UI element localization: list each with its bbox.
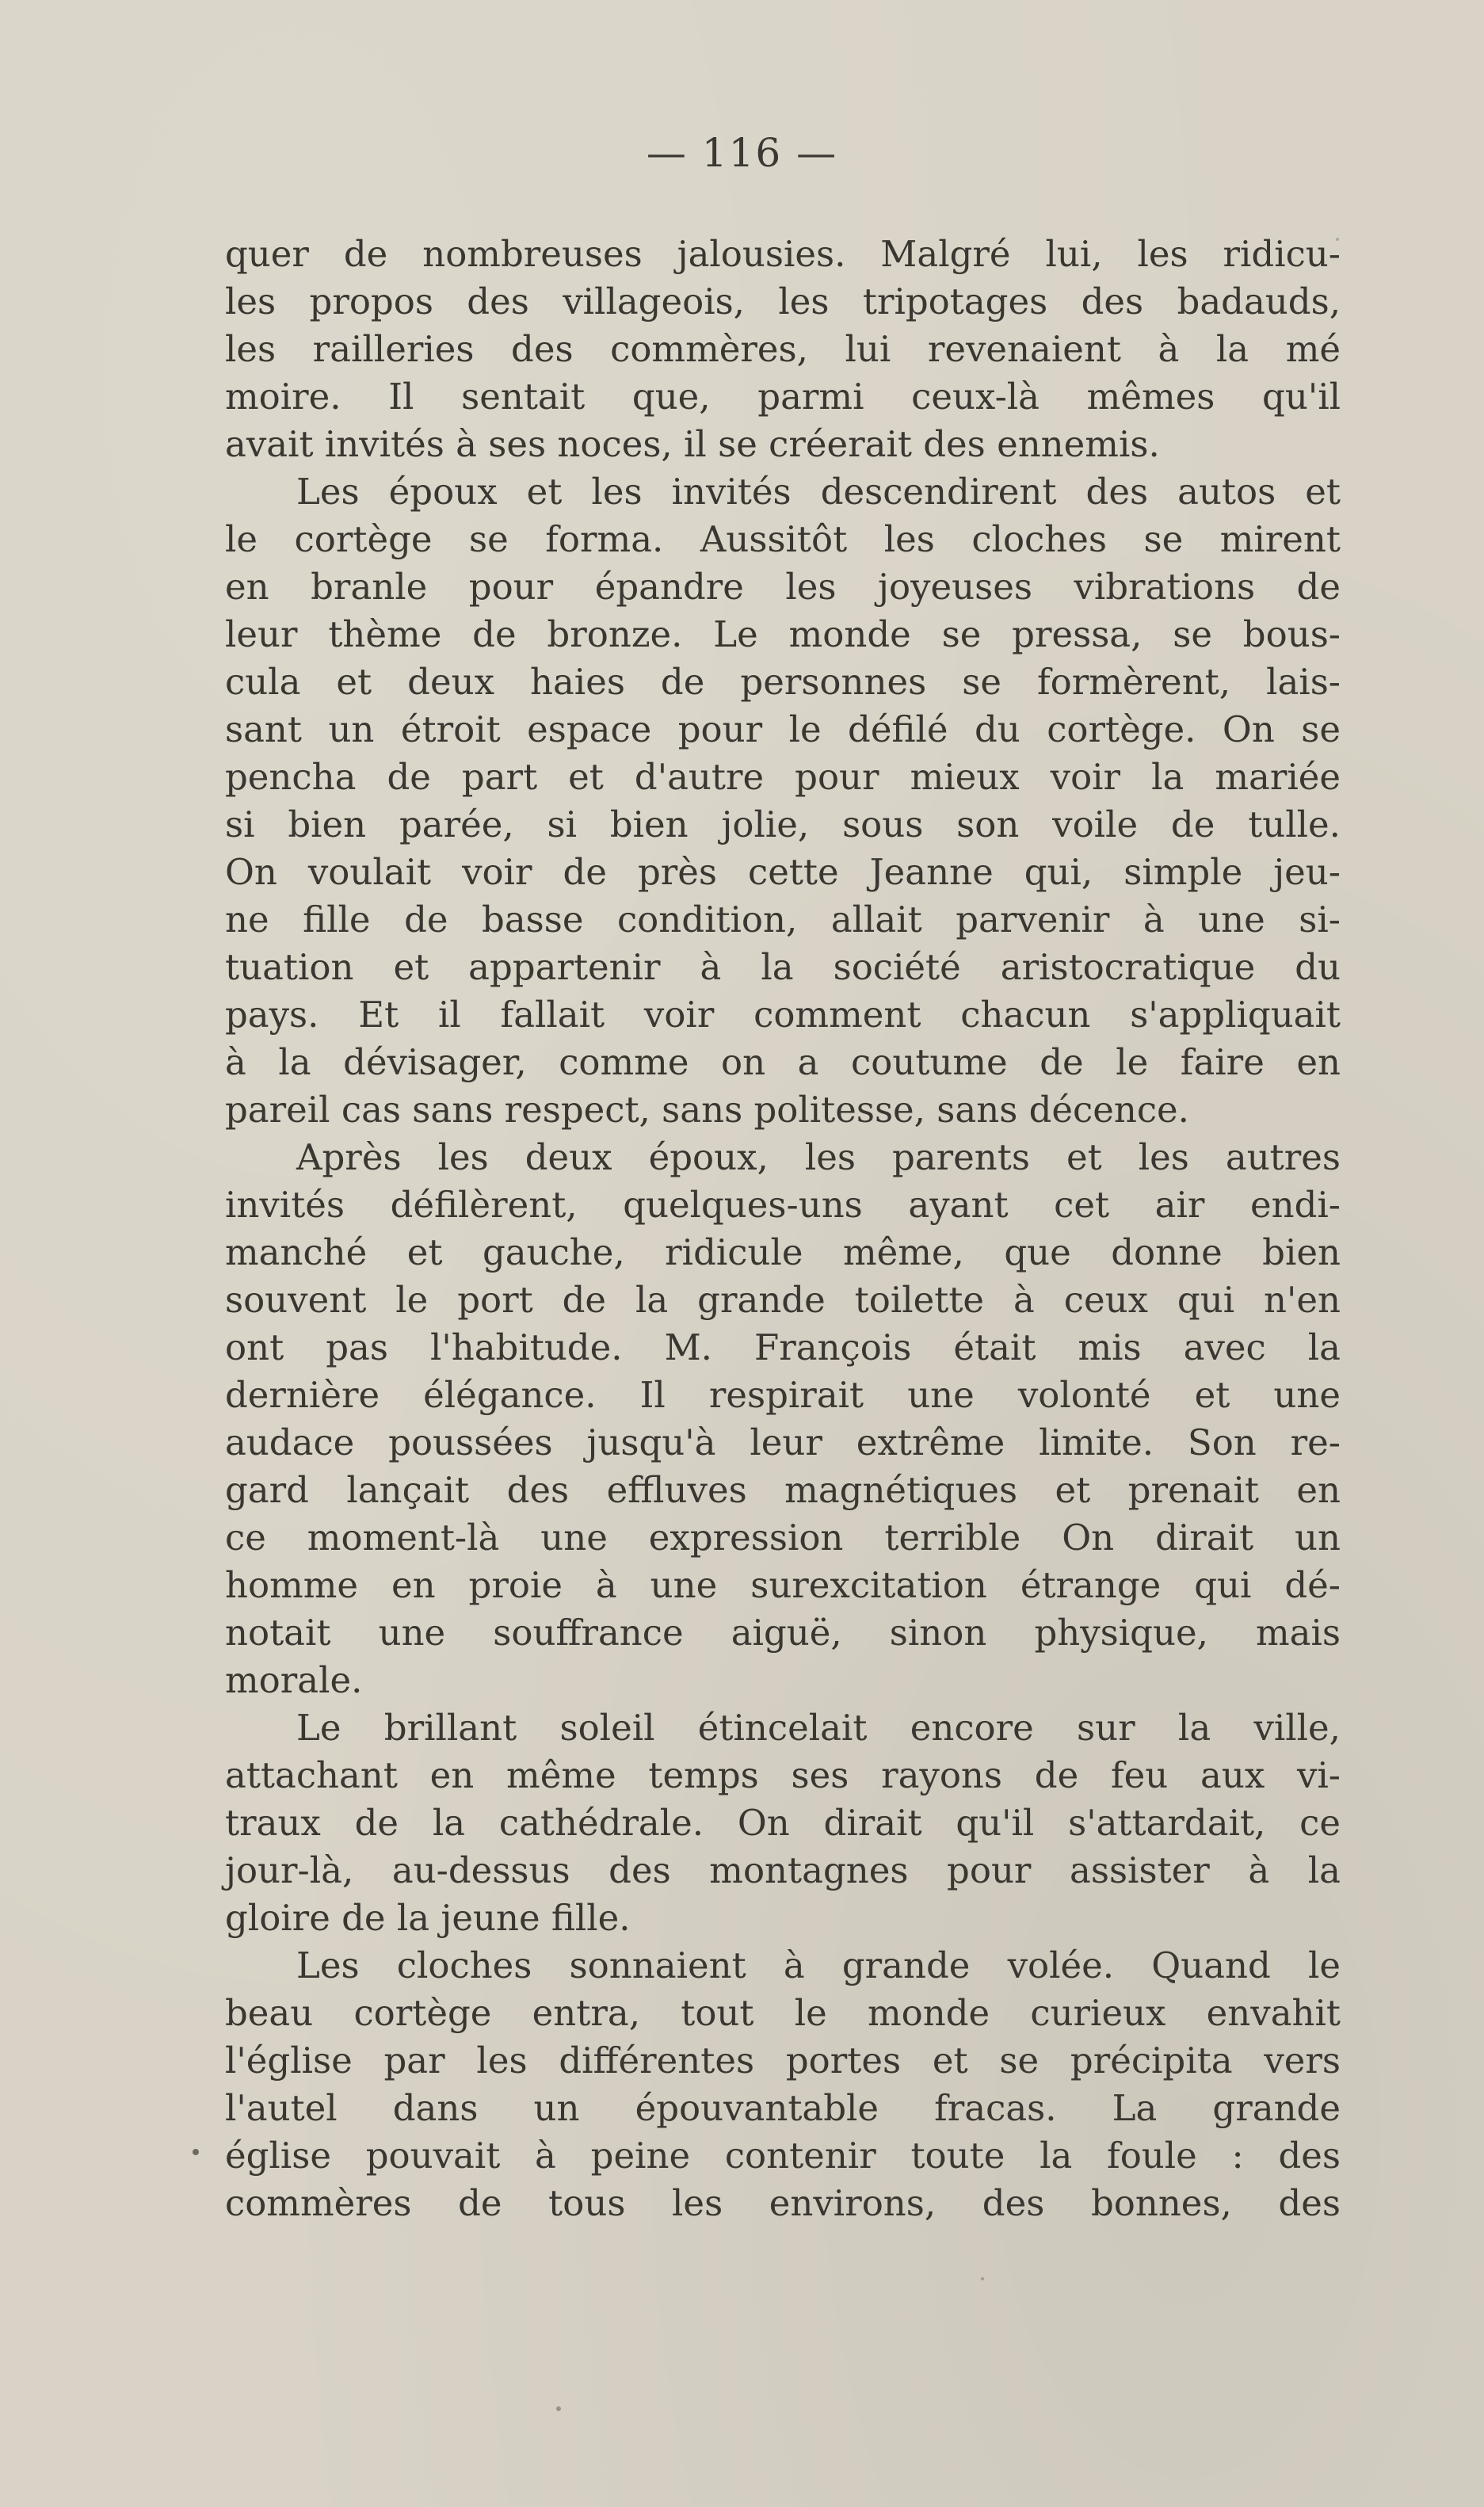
- paper-speck: [1336, 238, 1339, 241]
- text-line: pencha de part et d'autre pour mieux voir la mariée: [225, 756, 1341, 798]
- text-line: morale.: [225, 1659, 363, 1701]
- text-line: leur thème de bronze. Le monde se pressa, se bous-: [225, 613, 1341, 655]
- text-line: Le brillant soleil étincelait encore sur la ville,: [296, 1707, 1341, 1749]
- text-line: jour-là, au-dessus des montagnes pour assister à la: [225, 1849, 1341, 1891]
- text-line: cula et deux haies de personnes se formèrent, lais-: [225, 661, 1341, 703]
- text-line: avait invités à ses noces, il se créerait des ennemis.: [225, 423, 1160, 465]
- text-line: commères de tous les environs, des bonnes, des: [225, 2182, 1341, 2224]
- text-line: Les cloches sonnaient à grande volée. Quand le: [296, 1944, 1341, 1986]
- text-line: Après les deux époux, les parents et les autres: [296, 1136, 1341, 1178]
- text-line: manché et gauche, ridicule même, que donne bien: [225, 1231, 1341, 1273]
- text-line: audace poussées jusqu'à leur extrême limite. Son re-: [225, 1421, 1341, 1463]
- text-line: l'autel dans un épouvantable fracas. La grande: [225, 2087, 1341, 2129]
- text-line: quer de nombreuses jalousies. Malgré lui, les ridicu-: [225, 233, 1341, 275]
- text-line: ce moment-là une expression terrible On dirait un: [225, 1517, 1341, 1559]
- text-line: gard lançait des effluves magnétiques et prenait en: [225, 1469, 1341, 1511]
- text-line: traux de la cathédrale. On dirait qu'il s'attardait, ce: [225, 1802, 1341, 1844]
- text-line: gloire de la jeune fille.: [225, 1897, 631, 1939]
- text-line: pays. Et il fallait voir comment chacun s'appliquait: [225, 994, 1341, 1036]
- paper-speck: [193, 2149, 199, 2155]
- text-line: beau cortège entra, tout le monde curieux envahit: [225, 1992, 1341, 2034]
- text-line: invités défilèrent, quelques-uns ayant cet air endi-: [225, 1184, 1341, 1226]
- text-line: On voulait voir de près cette Jeanne qui, simple jeu-: [225, 851, 1341, 893]
- text-line: notait une souffrance aiguë, sinon physique, mais: [225, 1612, 1341, 1654]
- text-line: pareil cas sans respect, sans politesse, sans décence.: [225, 1089, 1189, 1131]
- text-line: ne fille de basse condition, allait parvenir à une si-: [225, 899, 1341, 941]
- body-text: [225, 231, 1341, 2227]
- text-line: homme en proie à une surexcitation étrange qui dé-: [225, 1564, 1341, 1606]
- text-line: Les époux et les invités descendirent des autos et: [296, 471, 1341, 513]
- text-line: attachant en même temps ses rayons de feu aux vi-: [225, 1754, 1341, 1796]
- text-line: dernière élégance. Il respirait une volonté et une: [225, 1374, 1341, 1416]
- text-line: église pouvait à peine contenir toute la foule : des: [225, 2135, 1341, 2177]
- text-line: à la dévisager, comme on a coutume de le faire en: [225, 1041, 1341, 1083]
- text-line: tuation et appartenir à la société aristocratique du: [225, 946, 1341, 988]
- text-line: l'église par les différentes portes et se précipita vers: [225, 2040, 1341, 2082]
- text-line: les railleries des commères, lui revenaient à la mé: [225, 328, 1341, 370]
- text-line: le cortège se forma. Aussitôt les cloches se mirent: [225, 518, 1341, 560]
- text-line: les propos des villageois, les tripotages des badauds,: [225, 280, 1341, 322]
- paper-speck: [981, 2277, 984, 2280]
- text-line: sant un étroit espace pour le défilé du cortège. On se: [225, 708, 1341, 750]
- text-line: souvent le port de la grande toilette à ceux qui n'en: [225, 1279, 1341, 1321]
- text-line: en branle pour épandre les joyeuses vibrations de: [225, 566, 1341, 608]
- text-line: si bien parée, si bien jolie, sous son voile de tulle.: [225, 803, 1341, 845]
- page-number: — 116 —: [646, 130, 838, 176]
- text-line: ont pas l'habitude. M. François était mis avec la: [225, 1326, 1341, 1368]
- text-line: moire. Il sentait que, parmi ceux-là mêmes qu'il: [225, 376, 1341, 418]
- paper-speck: [556, 2406, 561, 2411]
